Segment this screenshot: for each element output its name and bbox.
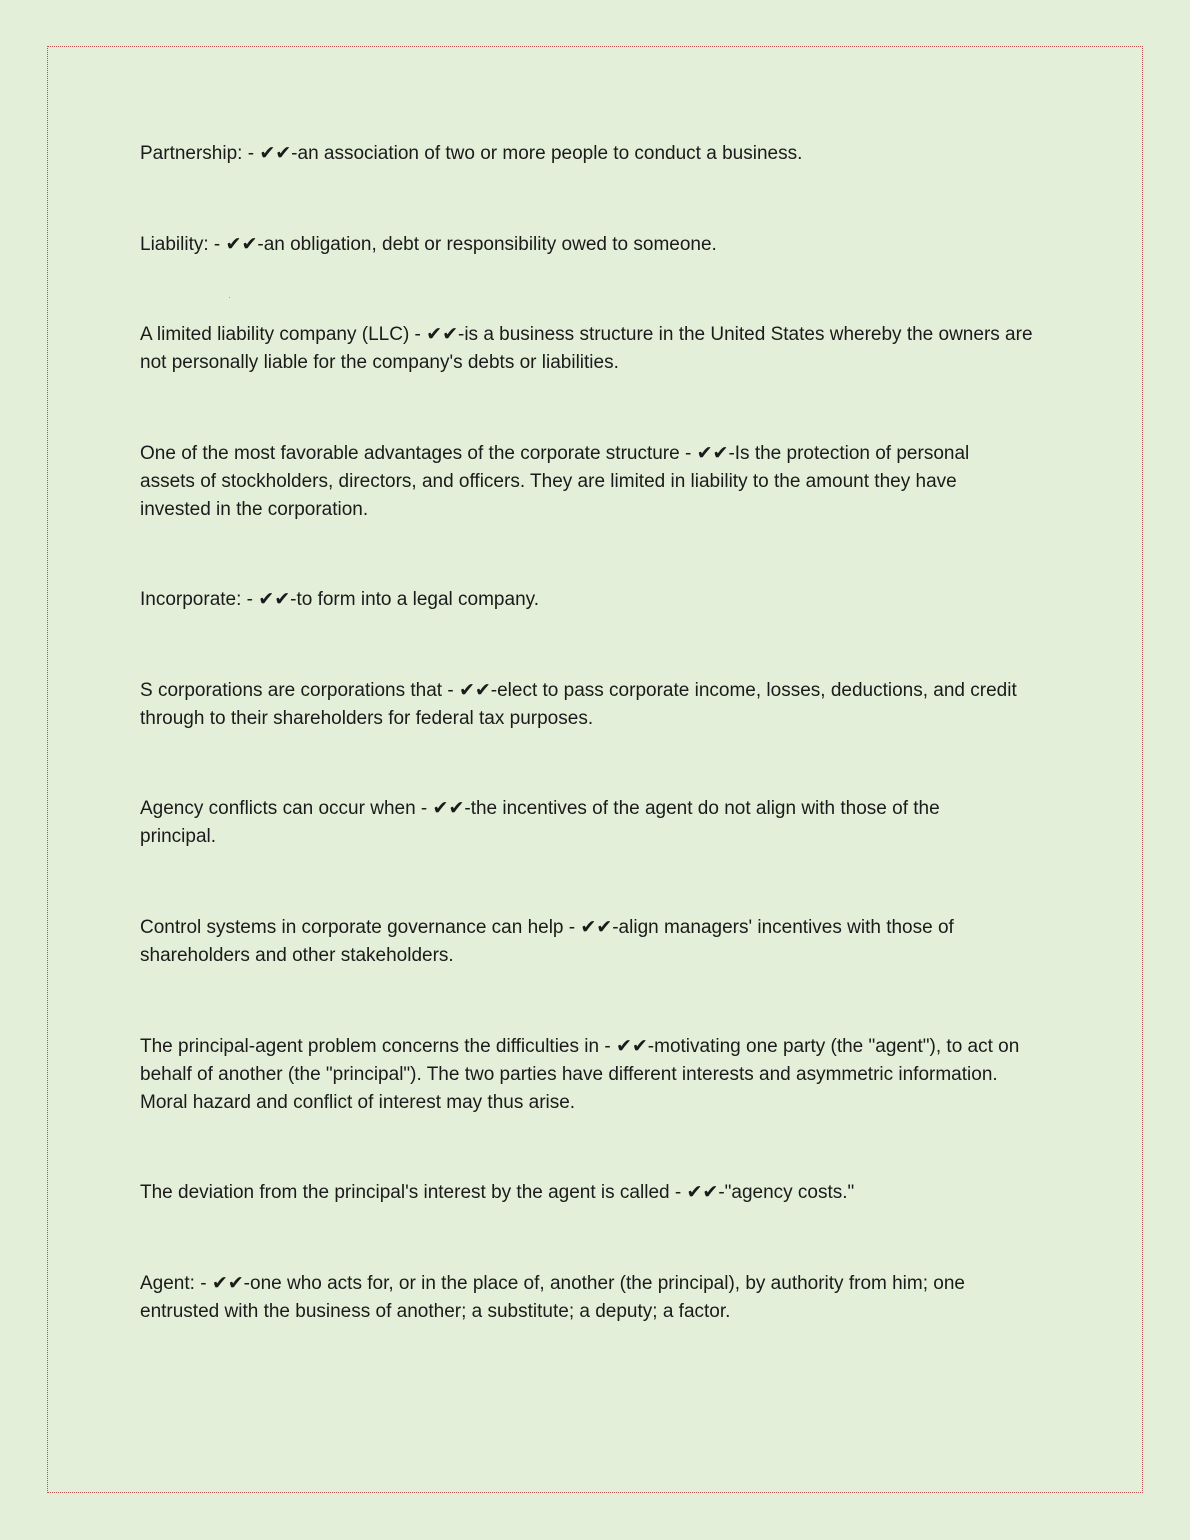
checkmark-icon: ✔✔ — [615, 1036, 648, 1057]
entry-agency-conflicts — [140, 795, 1000, 851]
checkmark-icon: ✔✔ — [258, 589, 291, 610]
checkmark-icon: ✔✔ — [432, 798, 465, 819]
entry-control-systems — [140, 914, 1010, 970]
checkmark-icon: ✔✔ — [225, 234, 258, 255]
entry-term: S corporations are corporations that - — [140, 680, 459, 701]
entry-principal-agent-problem — [140, 1033, 1050, 1117]
entry-definition: -is a business structure in the United States whereby the owners are not personally liable for the company's debts or liabilities. — [140, 324, 1033, 373]
entry-term: Agent: - — [140, 1273, 212, 1294]
entry-term: Liability: - — [140, 234, 226, 255]
entry-definition: -the incentives of the agent do not align with those of the principal. — [140, 798, 940, 847]
entry-definition: -to form into a legal company. — [290, 589, 539, 610]
checkmark-icon: ✔✔ — [686, 1182, 719, 1203]
entry-incorporate — [140, 586, 539, 614]
entry-s-corporations — [140, 677, 1055, 733]
entry-corporate-advantage — [140, 440, 1020, 524]
entry-llc — [140, 321, 1055, 377]
checkmark-icon: ✔✔ — [426, 324, 458, 345]
entry-agent — [140, 1270, 1030, 1326]
entry-definition: -"agency costs." — [718, 1182, 855, 1203]
entry-definition: -an obligation, debt or responsibility owed to someone. — [257, 234, 717, 255]
entry-liability — [140, 231, 717, 259]
checkmark-icon: ✔✔ — [259, 143, 292, 164]
entry-term: Control systems in corporate governance can help - — [140, 917, 581, 938]
entry-definition: -elect to pass corporate income, losses, deductions, and credit through to their shareholders for federal tax purposes. — [140, 680, 1017, 729]
stray-mark — [229, 297, 230, 298]
entry-term: The principal-agent problem concerns the difficulties in - — [140, 1036, 616, 1057]
entry-term: Agency conflicts can occur when - — [140, 798, 433, 819]
entry-definition: -align managers' incentives with those of shareholders and other stakeholders. — [140, 917, 954, 966]
checkmark-icon: ✔✔ — [696, 443, 729, 464]
entry-term: The deviation from the principal's interest by the agent is called - — [140, 1182, 687, 1203]
entry-definition: -Is the protection of personal assets of stockholders, directors, and officers. They are limited in liability to the amount they have invested in the corporation. — [140, 443, 970, 520]
checkmark-icon: ✔✔ — [211, 1273, 244, 1294]
entry-partnership — [140, 140, 802, 168]
entry-term: Incorporate: - — [140, 589, 259, 610]
entry-definition: -an association of two or more people to conduct a business. — [291, 143, 803, 164]
checkmark-icon: ✔✔ — [458, 680, 491, 701]
entry-definition: -one who acts for, or in the place of, another (the principal), by authority from him; one entrusted with the business of another; a substitute; a deputy; a factor. — [140, 1273, 965, 1322]
entry-term: Partnership: - — [140, 143, 260, 164]
entry-agency-costs — [140, 1179, 854, 1207]
entry-term: A limited liability company (LLC) - — [140, 324, 427, 345]
entry-definition: -motivating one party (the "agent"), to act on behalf of another (the "principal"). The two parties have different interests and asymmetric information. Moral hazard and conflict of interest may thus arise. — [140, 1036, 1020, 1113]
entry-term: One of the most favorable advantages of the corporate structure - — [140, 443, 697, 464]
checkmark-icon: ✔✔ — [580, 917, 613, 938]
